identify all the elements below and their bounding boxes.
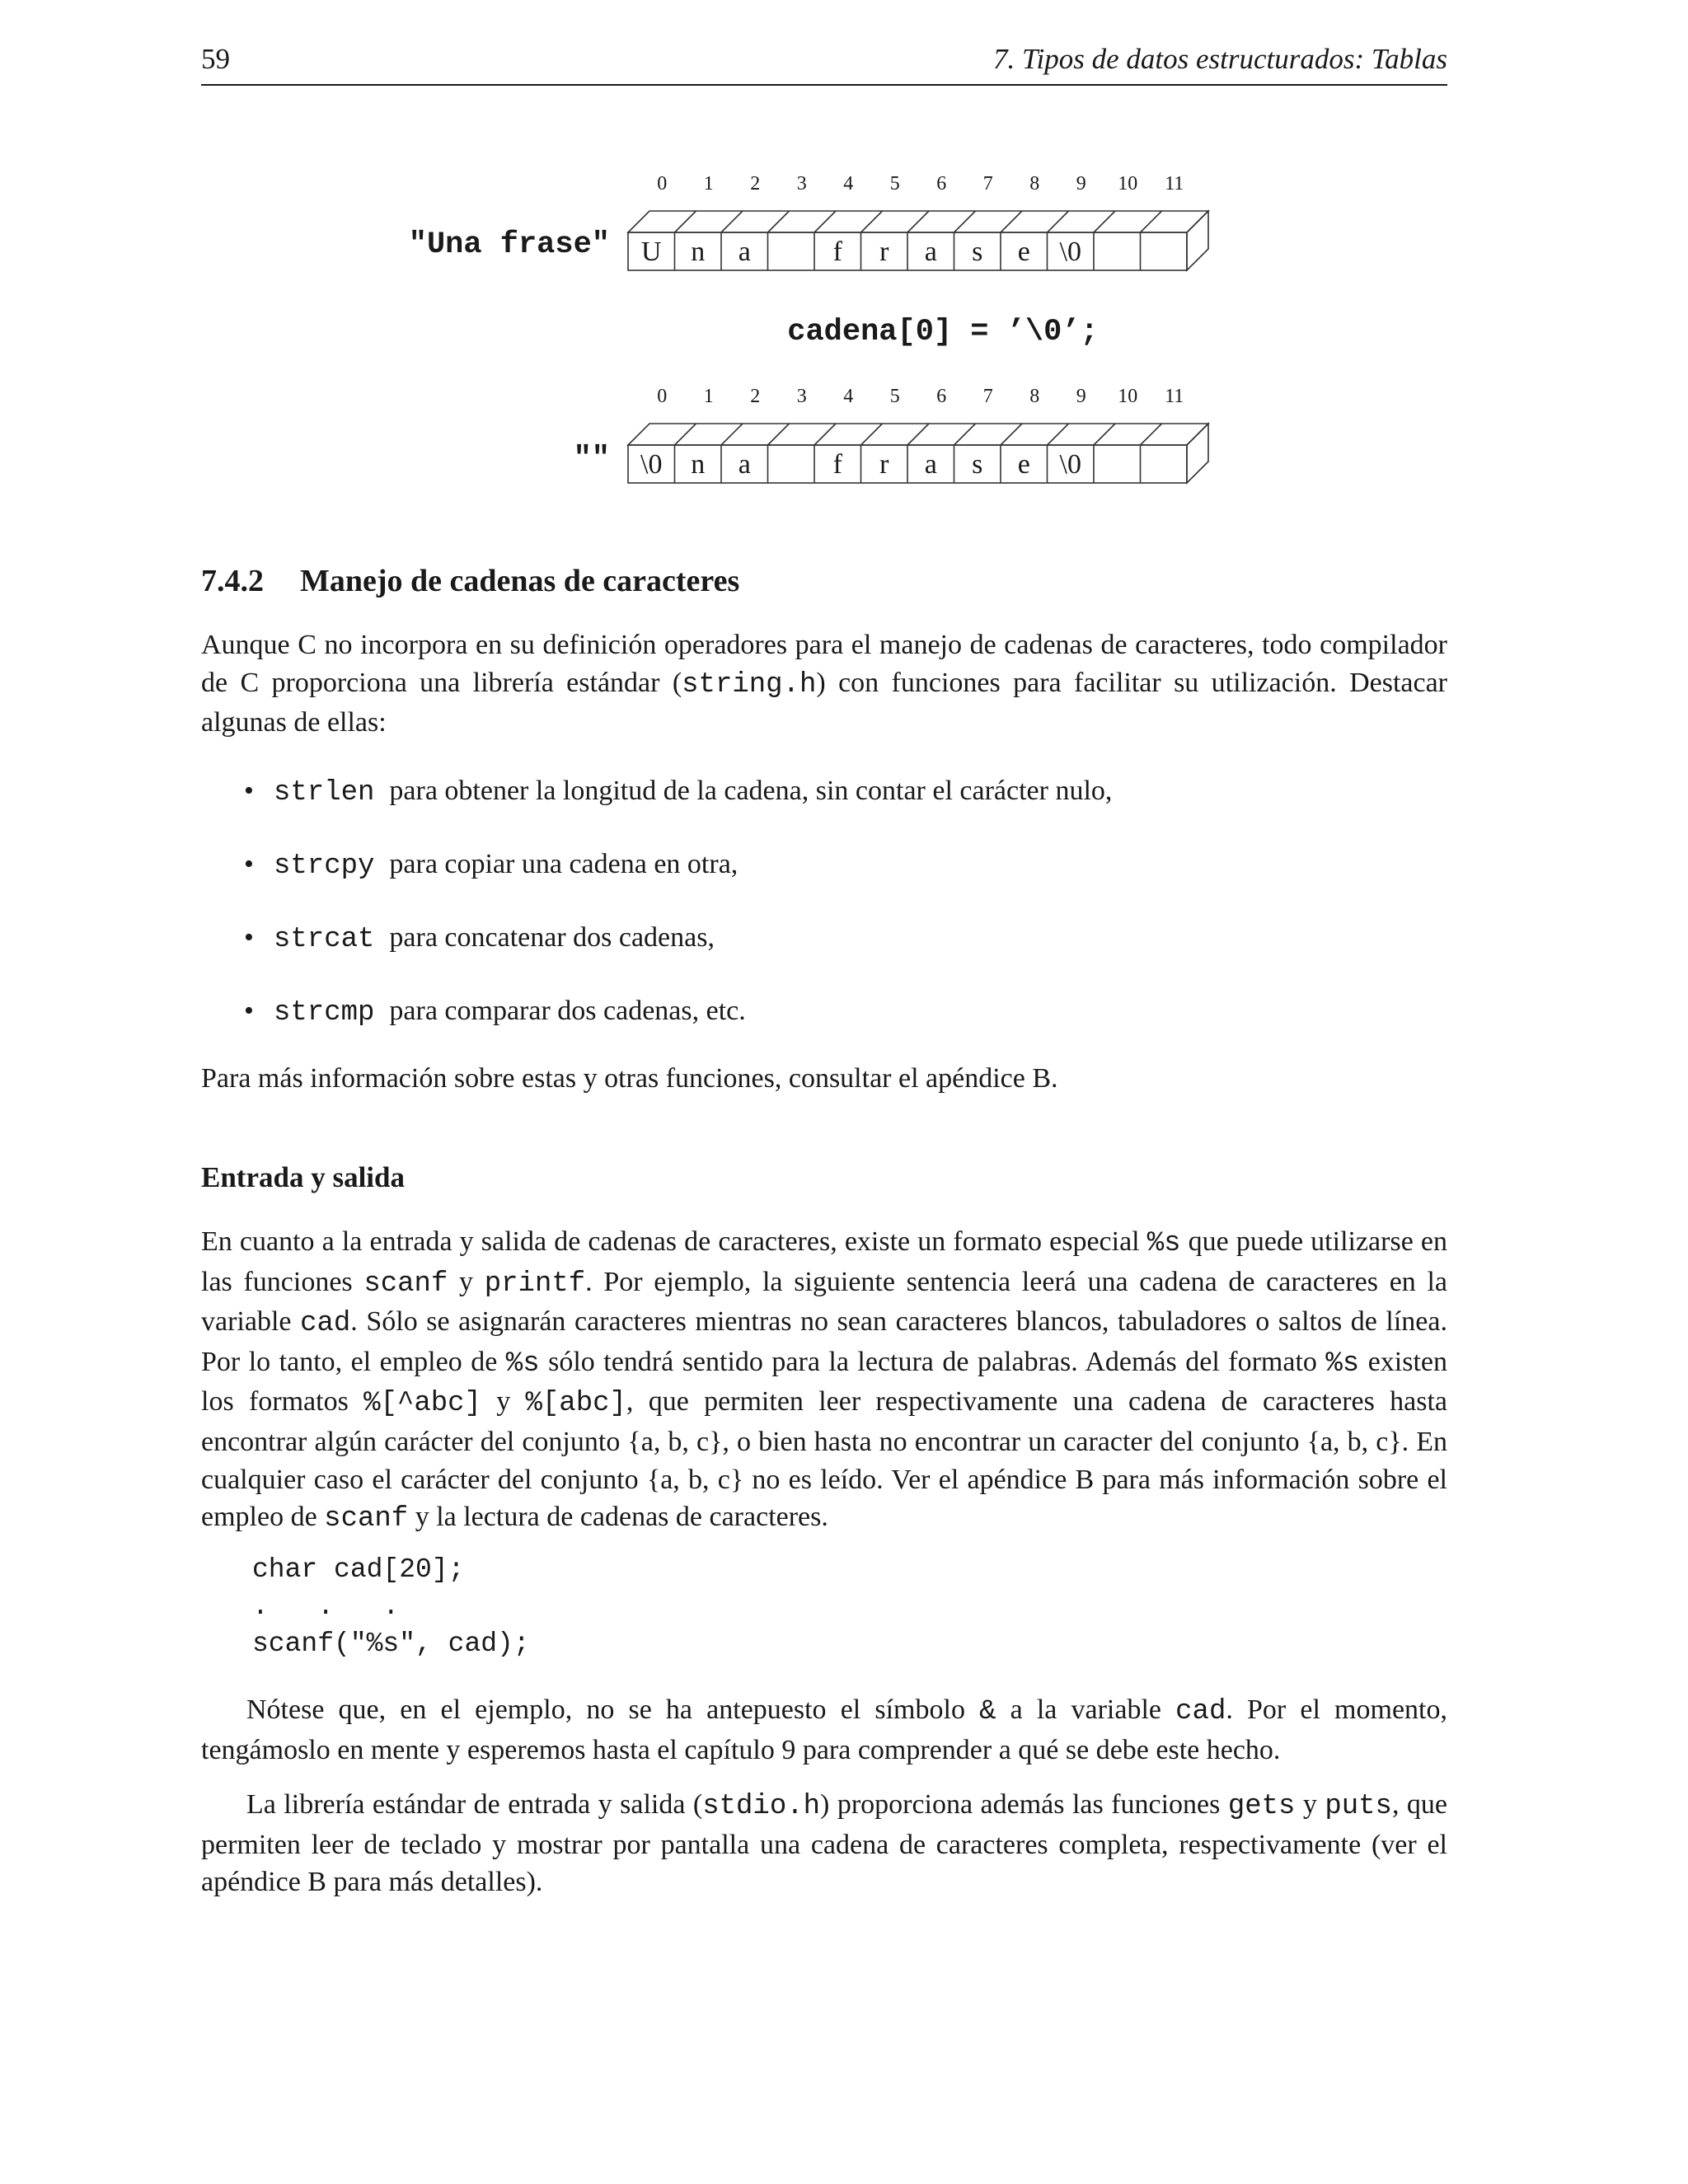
array1-cell: n: [691, 237, 706, 267]
io-text: y la lectura de cadenas de caracteres.: [408, 1502, 828, 1533]
assignment-statement: cadena[0] = ’\0’;: [787, 315, 1099, 349]
array1-cell: f: [832, 237, 842, 267]
section-title: Manejo de cadenas de caracteres: [300, 564, 740, 598]
intro-text-2: ) con funciones para facilitar su utilización. Destacar algunas de ellas:: [201, 667, 1447, 738]
array1-cell: a: [738, 237, 751, 267]
array2-cells: [628, 386, 1208, 483]
function-name: strcat: [274, 924, 375, 955]
string-array-diagram: [0, 157, 1688, 519]
array1-index-label: 5: [889, 173, 900, 194]
array1-index-label: 0: [657, 173, 668, 194]
list-item: [201, 992, 1447, 1066]
code-inline: %[^abc]: [363, 1388, 481, 1420]
bullet-icon: •: [244, 849, 254, 879]
array1-index-label: 8: [1029, 173, 1040, 194]
array2-index-label: 4: [843, 386, 854, 407]
array1-index-label: 4: [843, 173, 854, 194]
array2-index-label: 2: [750, 386, 761, 407]
stdio-text: ) proporciona además las funciones: [820, 1789, 1228, 1820]
stdio-paragraph: [201, 1786, 1447, 1901]
code-inline: %s: [1325, 1347, 1360, 1380]
code-block: char cad[20]; . . . scanf("%s", cad);: [252, 1554, 530, 1659]
function-description: para copiar una cadena en otra,: [389, 849, 738, 879]
stdio-text: La librería estándar de entrada y salida (: [246, 1789, 703, 1820]
array1-cell: a: [924, 237, 937, 267]
note-text: . Por el momento, tengámoslo en mente y esperemos hasta el capítulo 9 para comprender a qué se debe este hecho.: [201, 1694, 1447, 1765]
bullet-icon: •: [244, 922, 254, 953]
header-rule: [201, 84, 1447, 86]
array1-index-label: 2: [750, 173, 761, 194]
io-text: y: [481, 1386, 526, 1418]
code-inline: cad: [300, 1308, 351, 1340]
code-inline: gets: [1227, 1791, 1296, 1822]
note-text: a la variable: [996, 1694, 1176, 1725]
code-inline: puts: [1325, 1791, 1392, 1822]
array1-index-label: 1: [703, 173, 714, 194]
array2-index-label: 9: [1076, 386, 1086, 407]
running-header-title: 7. Tipos de datos estructurados: Tablas: [992, 43, 1447, 75]
function-list: [201, 772, 1447, 1066]
array2-index-label: 1: [703, 386, 714, 407]
io-text: que puede utilizarse en las funciones: [201, 1226, 1447, 1297]
io-text: . Sólo se asignarán caracteres mientras no sean caracteres blancos, tabuladores o saltos de línea. Por lo tanto, el empleo de: [201, 1306, 1447, 1377]
array2-cell: s: [972, 449, 983, 480]
more-info-paragraph: Para más información sobre estas y otras funciones, consultar el apéndice B.: [201, 1063, 1058, 1094]
function-name: strlen: [274, 777, 375, 808]
list-item: [201, 772, 1447, 846]
code-inline: stdio.h: [702, 1791, 821, 1822]
function-name: strcpy: [274, 851, 375, 882]
io-text: . Por ejemplo, la siguiente sentencia leerá una cadena de caracteres en la variable: [201, 1266, 1448, 1338]
array2-cell: n: [691, 449, 706, 480]
function-description: para comparar dos cadenas, etc.: [389, 996, 746, 1026]
array2-cell: \0: [640, 449, 663, 480]
array2-index-label: 0: [657, 386, 668, 407]
array2-cell: a: [924, 449, 937, 480]
code-inline: %s: [1146, 1228, 1181, 1259]
io-text: En cuanto a la entrada y salida de cadenas de caracteres, existe un formato especial: [201, 1226, 1147, 1257]
array2-index-label: 7: [982, 386, 993, 407]
array2-index-label: 6: [936, 386, 947, 407]
code-string-h: string.h: [682, 668, 817, 701]
array2-index-label: 11: [1165, 386, 1184, 407]
io-text: existen los formatos: [201, 1346, 1447, 1418]
array1-index-label: 11: [1165, 173, 1184, 194]
io-text: sólo tendrá sentido para la lectura de palabras. Además del formato: [539, 1346, 1326, 1377]
array2-cell: e: [1017, 449, 1030, 480]
array1-cell: e: [1017, 237, 1030, 267]
list-item: [201, 919, 1447, 992]
array2-cell: \0: [1059, 449, 1081, 480]
array2-index-label: 5: [889, 386, 900, 407]
array1-label: "Una frase": [408, 227, 610, 262]
intro-text-1: Aunque C no incorpora en su definición operadores para el manejo de cadenas de caracteres, todo compilador de C proporciona una librería estándar (: [201, 630, 1447, 698]
code-inline: %[abc]: [525, 1388, 626, 1420]
diagram-canvas: [0, 157, 1688, 519]
note-text: Nótese que, en el ejemplo, no se ha antepuesto el símbolo: [246, 1694, 980, 1725]
array1-cells: [628, 173, 1208, 270]
array1-index-label: 6: [936, 173, 947, 194]
array2-cell: r: [879, 449, 889, 480]
stdio-text: y: [1295, 1789, 1325, 1820]
page-number: 59: [201, 43, 230, 75]
section-number: 7.4.2: [201, 564, 264, 598]
array1-index-label: 3: [796, 173, 807, 194]
function-name: strcmp: [274, 997, 375, 1029]
io-paragraph: [201, 1223, 1447, 1539]
array1-cell: r: [879, 237, 889, 267]
array1-index-label: 7: [982, 173, 993, 194]
section-heading: [201, 563, 739, 599]
bullet-icon: •: [244, 996, 254, 1026]
code-inline: &: [979, 1696, 996, 1727]
array2-cell: f: [832, 449, 842, 480]
array1-cell: U: [640, 237, 662, 267]
array2-cell: a: [738, 449, 751, 480]
code-inline: cad: [1175, 1696, 1226, 1727]
code-inline: printf: [484, 1268, 586, 1300]
array1-cell: s: [972, 237, 983, 267]
stdio-text: , que permiten leer de teclado y mostrar por pantalla una cadena de caracteres completa, respectivamente (ver el apéndice B para más detalles).: [201, 1789, 1448, 1898]
array2-label: "": [573, 442, 610, 476]
array2-index-label: 8: [1029, 386, 1040, 407]
code-inline: scanf: [363, 1268, 448, 1300]
array1-index-label: 10: [1118, 173, 1138, 194]
io-text: y: [448, 1266, 485, 1297]
subsection-heading: Entrada y salida: [201, 1161, 405, 1193]
array2-index-label: 3: [796, 386, 807, 407]
function-description: para obtener la longitud de la cadena, sin contar el carácter nulo,: [389, 776, 1113, 806]
array2-index-label: 10: [1118, 386, 1138, 407]
code-inline: %s: [505, 1347, 540, 1380]
intro-paragraph: [201, 626, 1447, 742]
code-inline: scanf: [324, 1503, 409, 1535]
io-text: , que permiten leer respectivamente una cadena de caracteres hasta encontrar algún carácter del conjunto {a, b, c}, o bien hasta no encontrar un caracter del conjunto {a, b, c}. En cualquier caso el carácter del conjunto {a, b, c} no es leído. Ver el apéndice B para más información sobre el empleo de: [201, 1386, 1447, 1533]
note-paragraph: [201, 1691, 1447, 1769]
list-item: [201, 846, 1447, 919]
array1-cell: \0: [1059, 237, 1081, 267]
bullet-icon: •: [244, 776, 254, 806]
array1-index-label: 9: [1076, 173, 1086, 194]
function-description: para concatenar dos cadenas,: [389, 922, 715, 953]
